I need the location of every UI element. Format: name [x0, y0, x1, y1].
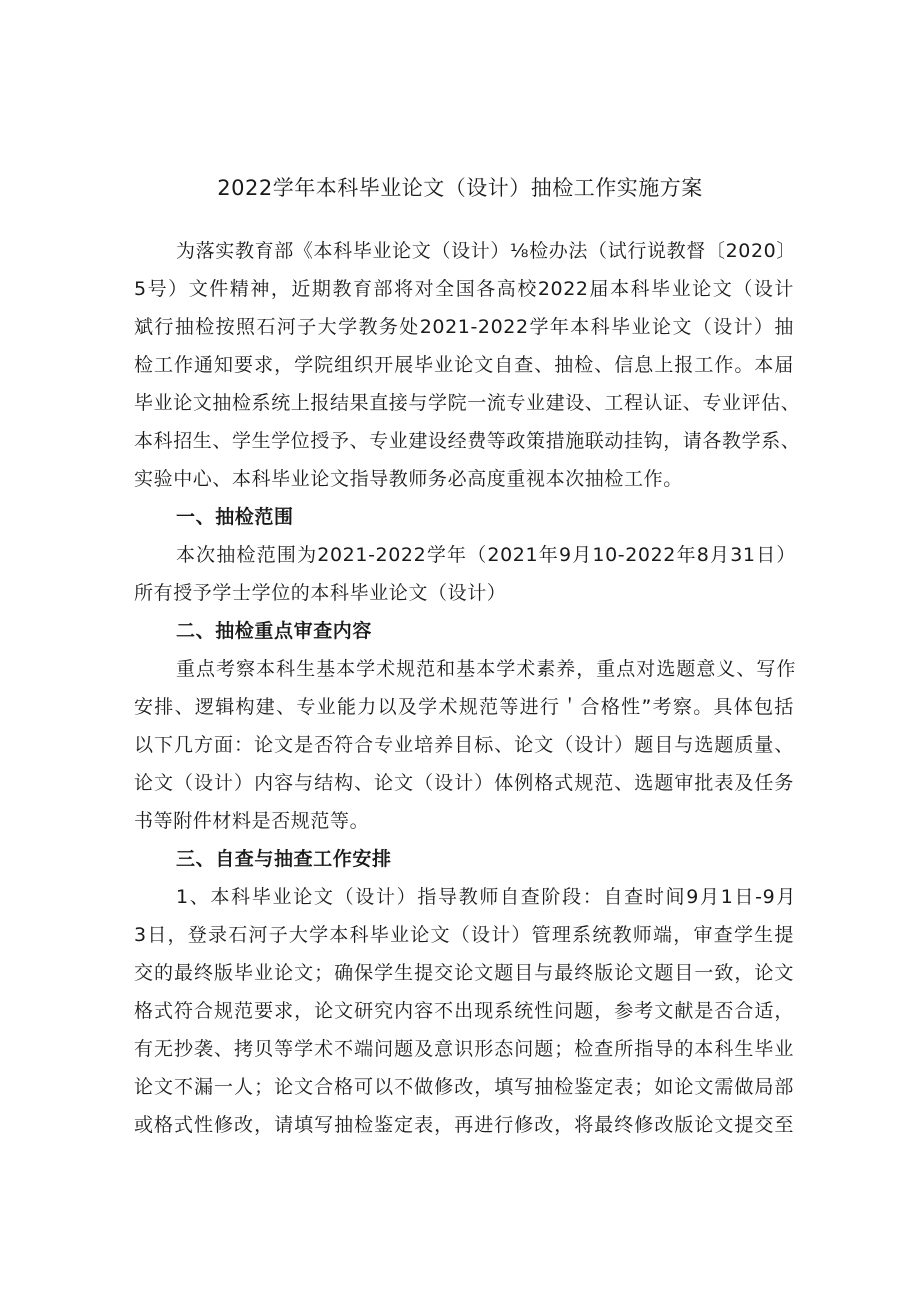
intro-line: 为落实教育部《本科毕业论文（设计）⅛检办法（试行说教督〔2020〕 — [176, 240, 796, 262]
section-line: 有无抄袭、拷贝等学术不端问题及意识形态问题；检查所指导的本科生毕业 — [134, 1038, 794, 1060]
intro-line: 实验中心、本科毕业论文指导教师务必高度重视本次抽检工作。 — [134, 468, 683, 490]
section-line: 论文（设计）内容与结构、论文（设计）体例格式规范、选题审批表及任务 — [134, 772, 794, 794]
section-heading-review-content: 二、抽检重点审查内容 — [176, 620, 373, 642]
section-line: 重点考察本科生基本学术规范和基本学术素养，重点对选题意义、写作 — [176, 658, 796, 680]
intro-line: 本科招生、学生学位授予、专业建设经费等政策措施联动挂钩，请各教学系、 — [134, 430, 801, 452]
section-line: 论文不漏一人；论文合格可以不做修改，填写抽检鉴定表；如论文需做局部 — [134, 1076, 794, 1098]
intro-line: 检工作通知要求，学院组织开展毕业论文自查、抽检、信息上报工作。本届 — [134, 354, 794, 376]
section-heading-arrangement: 三、自查与抽查工作安排 — [176, 848, 392, 870]
section-line: 所有授予学士学位的本科毕业论文（设计） — [134, 582, 507, 604]
section-line: 格式符合规范要求，论文研究内容不出现系统性问题，参考文献是否合适， — [134, 1000, 794, 1022]
section-line: 安排、逻辑构建、专业能力以及学术规范等进行＇合格性”考察。具体包括 — [134, 696, 794, 718]
section-line: 本次抽检范围为2021-2022学年（2021年9月10-2022年8月31日） — [176, 544, 796, 566]
intro-line: 毕业论文抽检系统上报结果直接与学院一流专业建设、工程认证、专业评估、 — [134, 392, 801, 414]
section-line: 或格式性修改，请填写抽检鉴定表，再进行修改，将最终修改版论文提交至 — [134, 1114, 794, 1136]
section-line: 1、本科毕业论文（设计）指导教师自查阶段：自查时间9月1日-9月 — [176, 886, 796, 908]
intro-line: 斌行抽检按照石河子大学教务处2021-2022学年本科毕业论文（设计）抽 — [134, 316, 794, 338]
section-line: 交的最终版毕业论文；确保学生提交论文题目与最终版论文题目一致，论文 — [134, 962, 794, 984]
section-line: 以下几方面：论文是否符合专业培养目标、论文（设计）题目与选题质量、 — [134, 734, 794, 756]
section-heading-scope: 一、抽检范围 — [176, 506, 294, 528]
document-title: 2022学年本科毕业论文（设计）抽检工作实施方案 — [217, 176, 703, 200]
intro-line: 5号）文件精神，近期教育部将对全国各高校2022届本科毕业论文（设计 — [134, 278, 794, 300]
section-line: 3日，登录石河子大学本科毕业论文（设计）管理系统教师端，审查学生提 — [134, 924, 794, 946]
section-line: 书等附件材料是否规范等。 — [134, 810, 370, 832]
